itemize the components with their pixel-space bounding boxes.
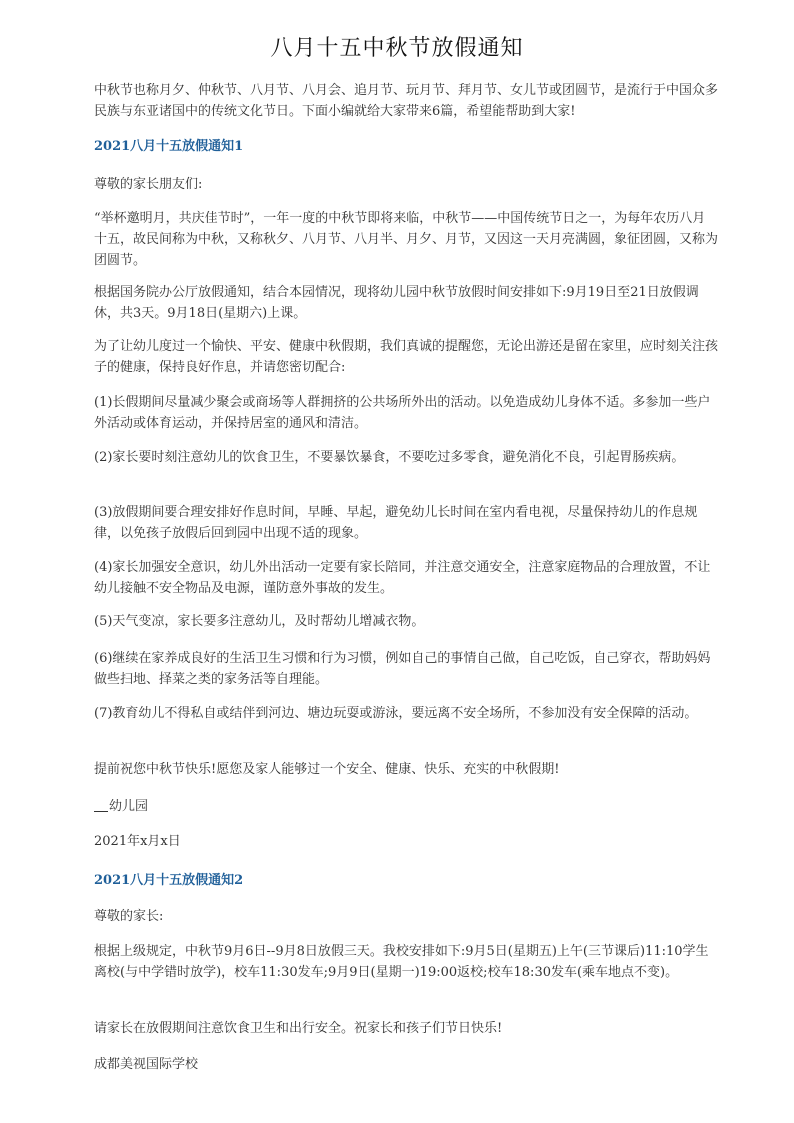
section-1-greeting: 尊敬的家长朋友们: (94, 177, 203, 192)
list-item-5: (5)天气变凉，家长要多注意幼儿，及时帮幼儿增减衣物。 (94, 614, 425, 629)
signature-blank (94, 799, 108, 812)
list-item-6: (6)继续在家养成良好的生活卫生习惯和行为习惯，例如自己的事情自己做，自己吃饭，自己穿衣，帮助妈妈做些扫地、择菜之类的家务活等自理能。 (94, 651, 711, 687)
section-2-signature: 成都美视国际学校 (94, 1057, 199, 1072)
intro-paragraph (94, 80, 718, 122)
section-1-para-1: “举杯邀明月，共庆佳节时”，一年一度的中秋节即将来临，中秋节——中国传统节日之一，为每年农历八月十五，故民间称为中秋，又称秋夕、八月节、八月半、月夕、月节，又因这一天月亮满圆，象征团圆，又称为团圆节。 (94, 211, 719, 268)
section-1-date: 2021年x月x日 (94, 834, 181, 849)
list-item-1: (1)长假期间尽量减少聚会或商场等人群拥挤的公共场所外出的活动。以免造成幼儿身体不适。多参加一些户外活动或体育运动，并保持居室的通风和清洁。 (94, 395, 711, 431)
page-title: 八月十五中秋节放假通知 (270, 36, 524, 61)
section-2-heading: 2021八月十五放假通知2 (94, 873, 244, 888)
list-item-4: (4)家长加强安全意识，幼儿外出活动一定要有家长陪同，并注意交通安全，注意家庭物品的合理放置，不让幼儿接触不安全物品及电源，谨防意外事故的发生。 (94, 560, 711, 596)
section-2-greeting: 尊敬的家长: (94, 909, 164, 924)
section-1-para-3: 为了让幼儿度过一个愉快、平安、健康中秋假期，我们真诚的提醒您，无论出游还是留在家里，应时刻关注孩子的健康，保持良好作息，并请您密切配合: (94, 339, 719, 375)
section-1-signature: 幼儿园 (109, 799, 149, 814)
section-1-signature-line (94, 796, 718, 817)
section-1-closing: 提前祝您中秋节快乐!愿您及家人能够过一个安全、健康、快乐、充实的中秋假期! (94, 762, 560, 777)
section-2-para-2: 请家长在放假期间注意饮食卫生和出行安全。祝家长和孩子们节日快乐! (94, 1021, 503, 1036)
section-2-para-1: 根据上级规定，中秋节9月6日--9月8日放假三天。我校安排如下:9月5日(星期五)上午(三节课后)11:10学生离校(与中学错时放学)，校车11:30发车;9月9日(星期一)19:00返校;校车18:30发车(乘车地点不变)。 (94, 944, 709, 980)
intro-text: 中秋节也称月夕、仲秋节、八月节、八月会、追月节、玩月节、拜月节、女儿节或团圆节，是流行于中国众多民族与东亚诸国中的传统文化节日。下面小编就给大家带来6篇，希望能帮助到大家! (94, 83, 719, 119)
list-item-7: (7)教育幼儿不得私自或结伴到河边、塘边玩耍或游泳，要远离不安全场所，不参加没有安全保障的活动。 (94, 706, 698, 721)
list-item-3: (3)放假期间要合理安排好作息时间，早睡、早起，避免幼儿长时间在室内看电视，尽量保持幼儿的作息规律，以免孩子放假后回到园中出现不适的现象。 (94, 505, 698, 541)
section-1-para-2: 根据国务院办公厅放假通知，结合本园情况，现将幼儿园中秋节放假时间安排如下:9月19日至21日放假调休，共3天。9月18日(星期六)上课。 (94, 285, 699, 321)
list-item-2: (2)家长要时刻注意幼儿的饮食卫生，不要暴饮暴食，不要吃过多零食，避免消化不良，引起胃肠疾病。 (94, 450, 685, 465)
section-1-heading: 2021八月十五放假通知1 (94, 139, 244, 154)
